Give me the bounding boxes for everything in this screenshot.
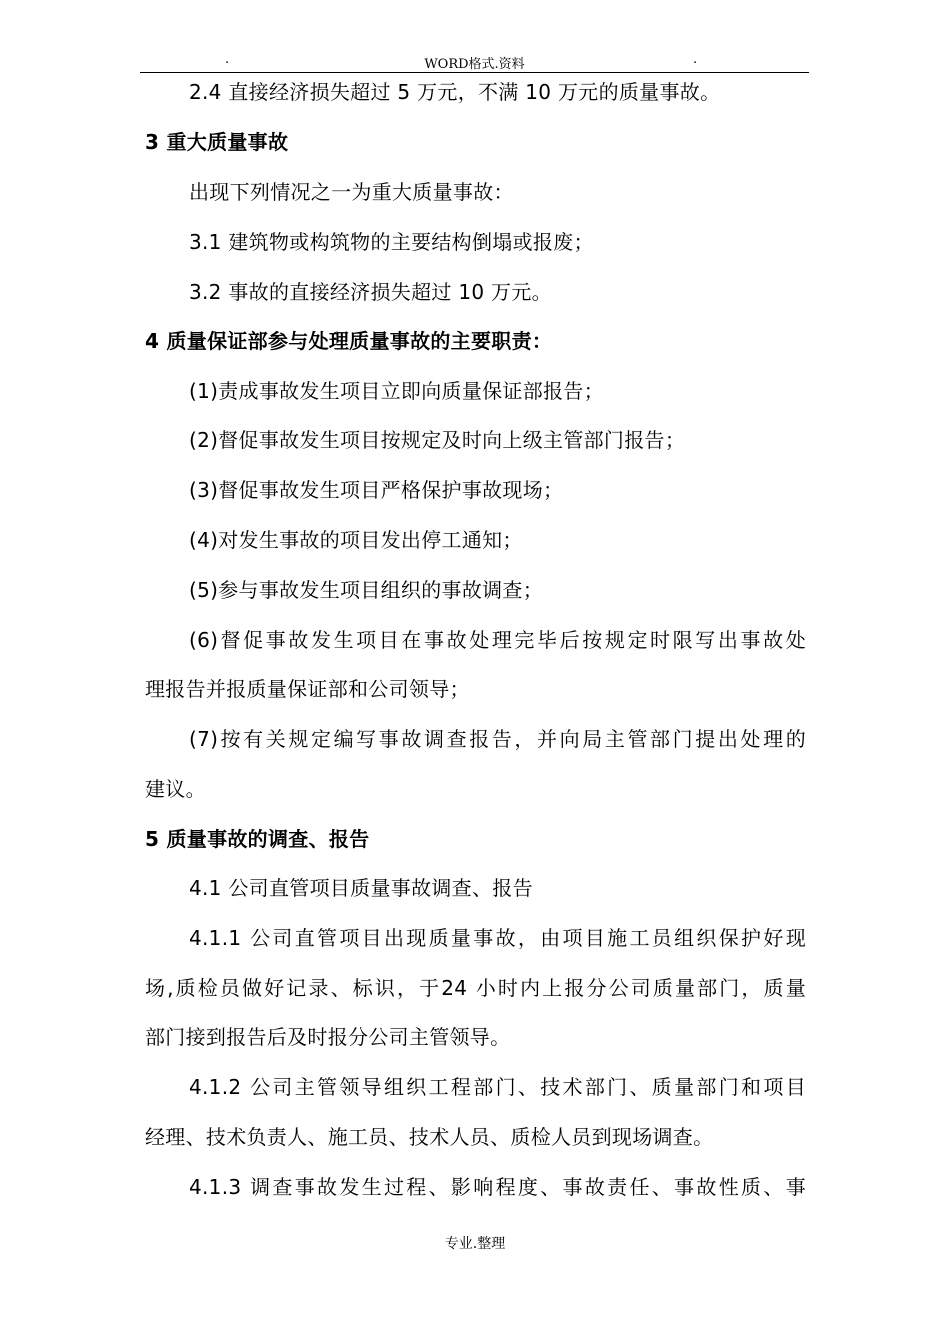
- heading-5: 5 质量事故的调查、报告: [145, 827, 370, 851]
- paragraph-3-1: 3.1 建筑物或构筑物的主要结构倒塌或报废；: [189, 230, 594, 254]
- duty-item-2: (2)督促事故发生项目按规定及时向上级主管部门报告；: [189, 428, 686, 452]
- section-4-1-1-line-1: 4.1.1 公司直管项目出现质量事故，由项目施工员组织保护好现: [189, 926, 806, 950]
- duty-item-7-line-2: 建议。: [145, 777, 206, 801]
- paragraph-3-intro: 出现下列情况之一为重大质量事故：: [189, 180, 514, 204]
- heading-3: 3 重大质量事故: [145, 130, 289, 154]
- section-4-1-2-line-1: 4.1.2 公司主管领导组织工程部门、技术部门、质量部门和项目: [189, 1075, 806, 1099]
- duty-item-4: (4)对发生事故的项目发出停工通知；: [189, 528, 523, 552]
- section-4-1-3-line-1: 4.1.3 调查事故发生过程、影响程度、事故责任、事故性质、事: [189, 1175, 806, 1199]
- duty-item-7-line-1: (7)按有关规定编写事故调查报告，并向局主管部门提出处理的: [189, 727, 806, 751]
- duty-item-1: (1)责成事故发生项目立即向质量保证部报告；: [189, 379, 604, 403]
- duty-item-3: (3)督促事故发生项目严格保护事故现场；: [189, 478, 564, 502]
- section-4-1-2-line-2: 经理、技术负责人、施工员、技术人员、质检人员到现场调查。: [145, 1125, 714, 1149]
- page-footer: 专业.整理: [444, 1236, 506, 1252]
- section-4-1: 4.1 公司直管项目质量事故调查、报告: [189, 876, 533, 900]
- paragraph-2-4: 2.4 直接经济损失超过 5 万元，不满 10 万元的质量事故。: [189, 80, 721, 104]
- duty-item-6-line-1: (6)督促事故发生项目在事故处理完毕后按规定时限写出事故处: [189, 628, 806, 652]
- section-4-1-1-line-3: 部门接到报告后及时报分公司主管领导。: [145, 1025, 511, 1049]
- duty-item-6-line-2: 理报告并报质量保证部和公司领导；: [145, 677, 470, 701]
- section-4-1-1-line-2: 场,质检员做好记录、标识，于24 小时内上报分公司质量部门，质量: [145, 976, 806, 1000]
- paragraph-3-2: 3.2 事故的直接经济损失超过 10 万元。: [189, 280, 552, 304]
- duty-item-5: (5)参与事故发生项目组织的事故调查；: [189, 578, 544, 602]
- header-dot-right: .: [693, 52, 698, 67]
- page-header: [140, 52, 809, 73]
- header-title: WORD格式.资料: [424, 57, 525, 72]
- heading-4: 4 质量保证部参与处理质量事故的主要职责：: [145, 329, 553, 353]
- header-dot-left: .: [225, 52, 230, 67]
